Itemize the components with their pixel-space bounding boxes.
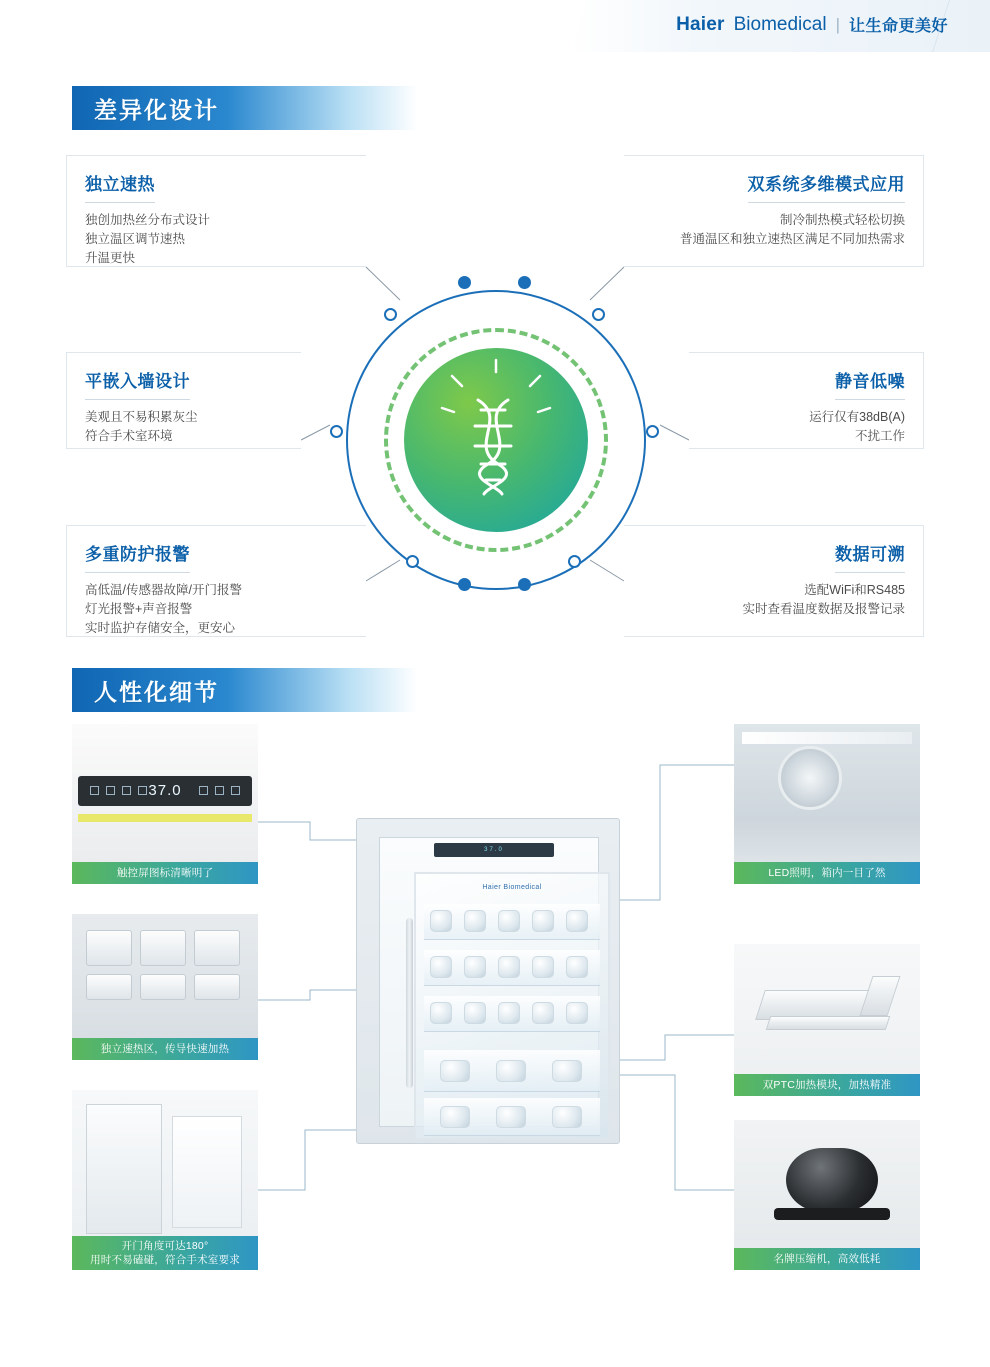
panel-yellow-strip [78,814,252,822]
ring-node-br [568,555,581,568]
feature-title: 多重防护报警 [85,540,190,573]
vial [498,956,520,978]
brand-separator: | [835,14,840,34]
feature-card-low-noise [689,352,924,449]
feature-line: 运行仅有38dB(A) [809,410,905,424]
ring-node-top-right-filled [518,276,531,289]
panel-temperature-readout: 37.0 [148,782,182,799]
photo-ptc-module [734,944,920,1096]
photo-door-angle [72,1090,258,1270]
shelf-2 [424,950,600,986]
photo-touch-panel [72,724,258,884]
vial [552,1060,582,1082]
vial [566,956,588,978]
photo-caption: 名牌压缩机，高效低耗 [734,1248,920,1270]
photo-caption: LED照明，箱内一目了然 [734,862,920,884]
dna-icon [404,348,588,532]
feature-line: 灯光报警+声音报警 [85,602,193,616]
door-cabinet [86,1104,162,1234]
ptc-bar-base [766,1016,891,1030]
feature-line: 普通温区和独立速热区满足不同加热需求 [679,232,905,246]
heat-tray-5 [140,974,186,1000]
product-inner-body [379,837,599,1127]
compressor-base [774,1208,890,1220]
photo-caption-line1: 开门角度可达180° [121,1240,209,1252]
feature-card-dual-system [624,155,924,267]
brand-sub-name: Biomedical [733,13,827,35]
heat-tray-4 [86,974,132,1000]
feature-line: 选配WiFi和RS485 [804,583,905,597]
vial [566,1002,588,1024]
brand-lockup [676,13,948,36]
photo-caption-line2: 用时不易磕碰，符合手术室要求 [90,1254,240,1266]
ring-node-tl [384,308,397,321]
vial [430,1002,452,1024]
ring-node-bottom-right-filled [518,578,531,591]
feature-title: 平嵌入墙设计 [85,367,190,400]
photo-led-light [734,724,920,884]
panel-icon-3 [122,786,131,795]
brand-name: Haier [676,13,725,35]
ring-node-top-left-filled [458,276,471,289]
shelf-1 [424,904,600,940]
feature-title: 数据可溯 [835,540,905,573]
vial [566,910,588,932]
vial [498,910,520,932]
feature-line: 制冷制热模式轻松切换 [779,213,905,227]
panel-icon-4 [138,786,147,795]
photo-compressor [734,1120,920,1270]
heat-tray-6 [194,974,240,1000]
compressor-body [786,1148,878,1212]
vial [464,1002,486,1024]
feature-card-data-trace [624,525,924,637]
section-title-details-label: 人性化细节 [94,678,219,705]
photo-caption: 独立速热区，传导快速加热 [72,1038,258,1060]
feature-card-flush-mount [66,352,301,449]
photo-caption: 触控屏图标清晰明了 [72,862,258,884]
photo-caption [72,1236,258,1270]
vial [496,1106,526,1128]
ring-node-tr [592,308,605,321]
ptc-bar-end [860,976,901,1016]
product-display: 37.0 [434,843,554,857]
vial [532,956,554,978]
product-photo-refrigerator [356,818,620,1144]
feature-card-alarms [66,525,366,637]
section-title-details [72,668,417,712]
feature-line: 独立温区调节速热 [85,232,186,246]
door-panel [172,1116,242,1228]
vial [440,1106,470,1128]
vial [464,956,486,978]
feature-line: 独创加热丝分布式设计 [85,213,211,227]
vial [464,910,486,932]
vial [496,1060,526,1082]
feature-title: 静音低噪 [835,367,905,400]
vial [440,1060,470,1082]
photo-heat-zone [72,914,258,1060]
heat-tray-3 [194,930,240,966]
shelf-3 [424,996,600,1032]
vial [532,910,554,932]
product-logo: Haier Biomedical [482,884,542,891]
section-title-design-label: 差异化设计 [94,96,219,123]
vial [430,910,452,932]
feature-title: 双系统多维模式应用 [748,170,906,203]
panel-icon-7 [199,786,208,795]
fan-icon [778,746,842,810]
heat-tray-2 [140,930,186,966]
feature-line: 实时监护存储安全，更安心 [85,621,236,635]
vial [498,1002,520,1024]
section-title-design [72,86,417,130]
vial [532,1002,554,1024]
feature-line: 实时查看温度数据及报警记录 [742,602,905,616]
feature-line: 不扰工作 [854,429,905,443]
panel-icon-5 [231,786,240,795]
vial [430,956,452,978]
panel-icon-6 [215,786,224,795]
feature-line: 美观且不易积累灰尘 [85,410,198,424]
led-strip [742,732,912,744]
shelf-4 [424,1050,600,1092]
ring-node-right [646,425,659,438]
panel-icon-2 [106,786,115,795]
feature-line: 升温更快 [85,251,136,265]
photo-caption: 双PTC加热模块，加热精准 [734,1074,920,1096]
feature-title: 独立速热 [85,170,155,203]
glass-door [414,872,610,1140]
feature-card-fast-heat [66,155,366,267]
panel-icon-1 [90,786,99,795]
ring-node-bottom-left-filled [458,578,471,591]
ring-node-bl [406,555,419,568]
shelf-5 [424,1098,600,1136]
heat-tray-1 [86,930,132,966]
brand-slogan: 让生命更美好 [848,18,948,35]
center-graphic [346,290,646,590]
vial [552,1106,582,1128]
feature-line: 符合手术室环境 [85,429,173,443]
feature-line: 高低温/传感器故障/开门报警 [85,583,242,597]
page-header [0,0,990,52]
ring-node-left [330,425,343,438]
door-handle [406,918,413,1088]
